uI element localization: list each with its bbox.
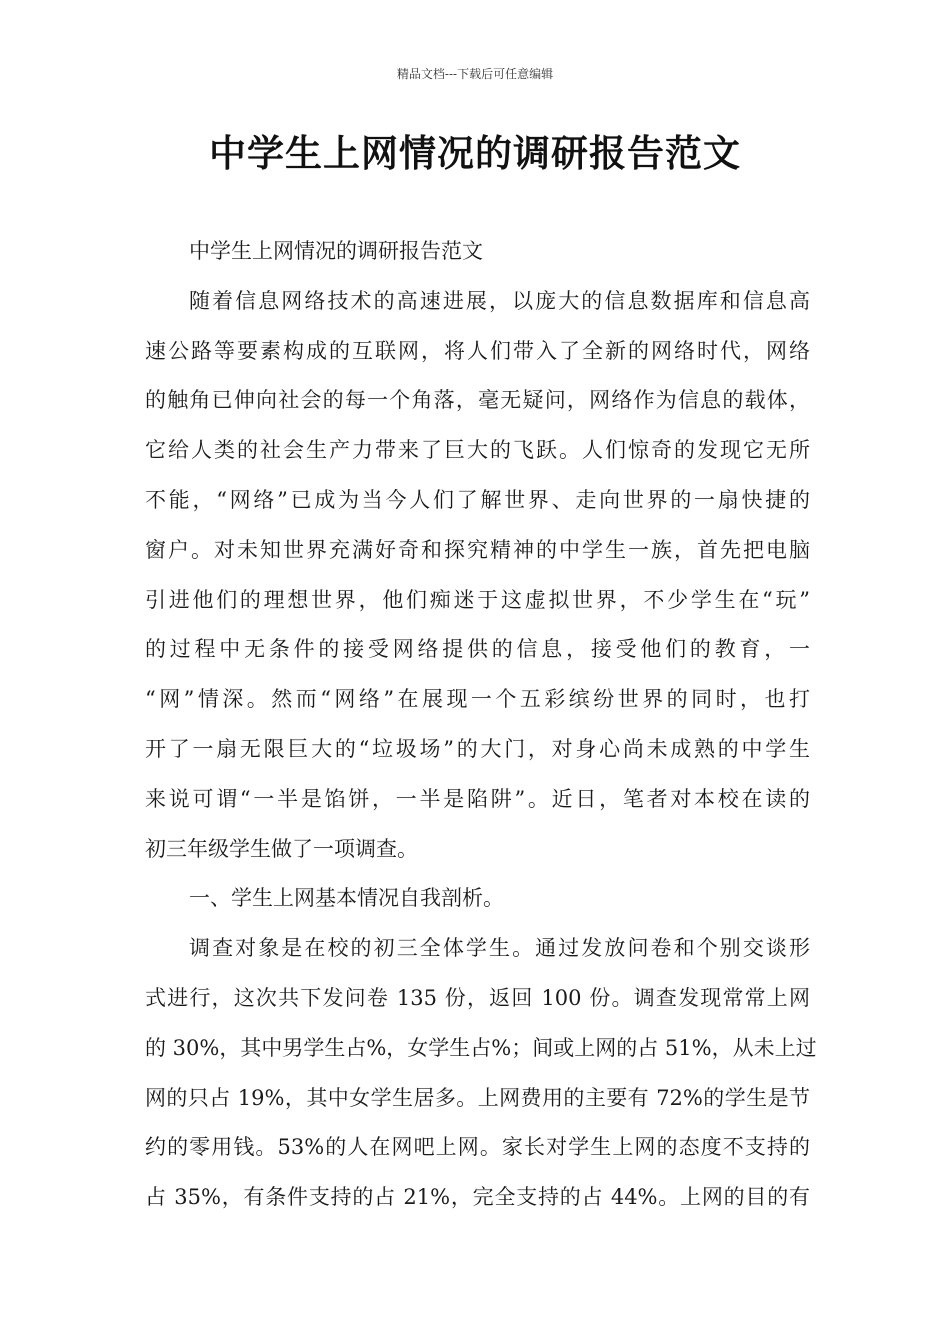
body-line: 不能，“网络”已成为当今人们了解世界、走向世界的一扇快捷的 — [145, 487, 810, 512]
body-line: 的触角已伸向社会的每一个角落，毫无疑问，网络作为信息的载体， — [145, 388, 810, 413]
body-line: 窗户。对未知世界充满好奇和探究精神的中学生一族，首先把电脑 — [145, 537, 810, 562]
body-line: 调查对象是在校的初三全体学生。通过发放问卷和个别交谈形 — [189, 936, 810, 961]
body-line: 占 35%，有条件支持的占 21%，完全支持的占 44%。上网的目的有 — [145, 1185, 810, 1210]
body-line: 引进他们的理想世界，他们痴迷于这虚拟世界，不少学生在“玩” — [145, 587, 810, 612]
body-line: 的 30%，其中男学生占%，女学生占%；间或上网的占 51%，从未上过 — [145, 1035, 817, 1060]
body-line: 来说可谓“一半是馅饼，一半是陷阱”。近日，笔者对本校在读的 — [145, 786, 810, 811]
body-line: 网的只占 19%，其中女学生居多。上网费用的主要有 72%的学生是节 — [145, 1085, 810, 1110]
body-line: “网”情深。然而“网络”在展现一个五彩缤纷世界的同时，也打 — [145, 687, 810, 712]
body-line: 初三年级学生做了一项调查。 — [145, 836, 418, 861]
body-line: 它给人类的社会生产力带来了巨大的飞跃。人们惊奇的发现它无所 — [145, 438, 810, 463]
page-header-note: 精品文档---下载后可任意编辑 — [396, 67, 554, 81]
document-title: 中学生上网情况的调研报告范文 — [209, 131, 741, 175]
body-line: 中学生上网情况的调研报告范文 — [189, 239, 483, 263]
body-line: 一、学生上网基本情况自我剖析。 — [189, 886, 504, 911]
body-line: 约的零用钱。53%的人在网吧上网。家长对学生上网的态度不支持的 — [145, 1135, 810, 1160]
body-line: 开了一扇无限巨大的“垃圾场”的大门，对身心尚未成熟的中学生 — [145, 736, 810, 761]
body-line: 速公路等要素构成的互联网，将人们带入了全新的网络时代，网络 — [145, 338, 810, 363]
body-line: 随着信息网络技术的高速进展，以庞大的信息数据库和信息高 — [189, 288, 810, 313]
body-line: 式进行，这次共下发问卷 135 份，返回 100 份。调查发现常常上网 — [145, 985, 810, 1010]
body-line: 的过程中无条件的接受网络提供的信息，接受他们的教育，一 — [145, 637, 810, 662]
document-body — [145, 227, 817, 1223]
